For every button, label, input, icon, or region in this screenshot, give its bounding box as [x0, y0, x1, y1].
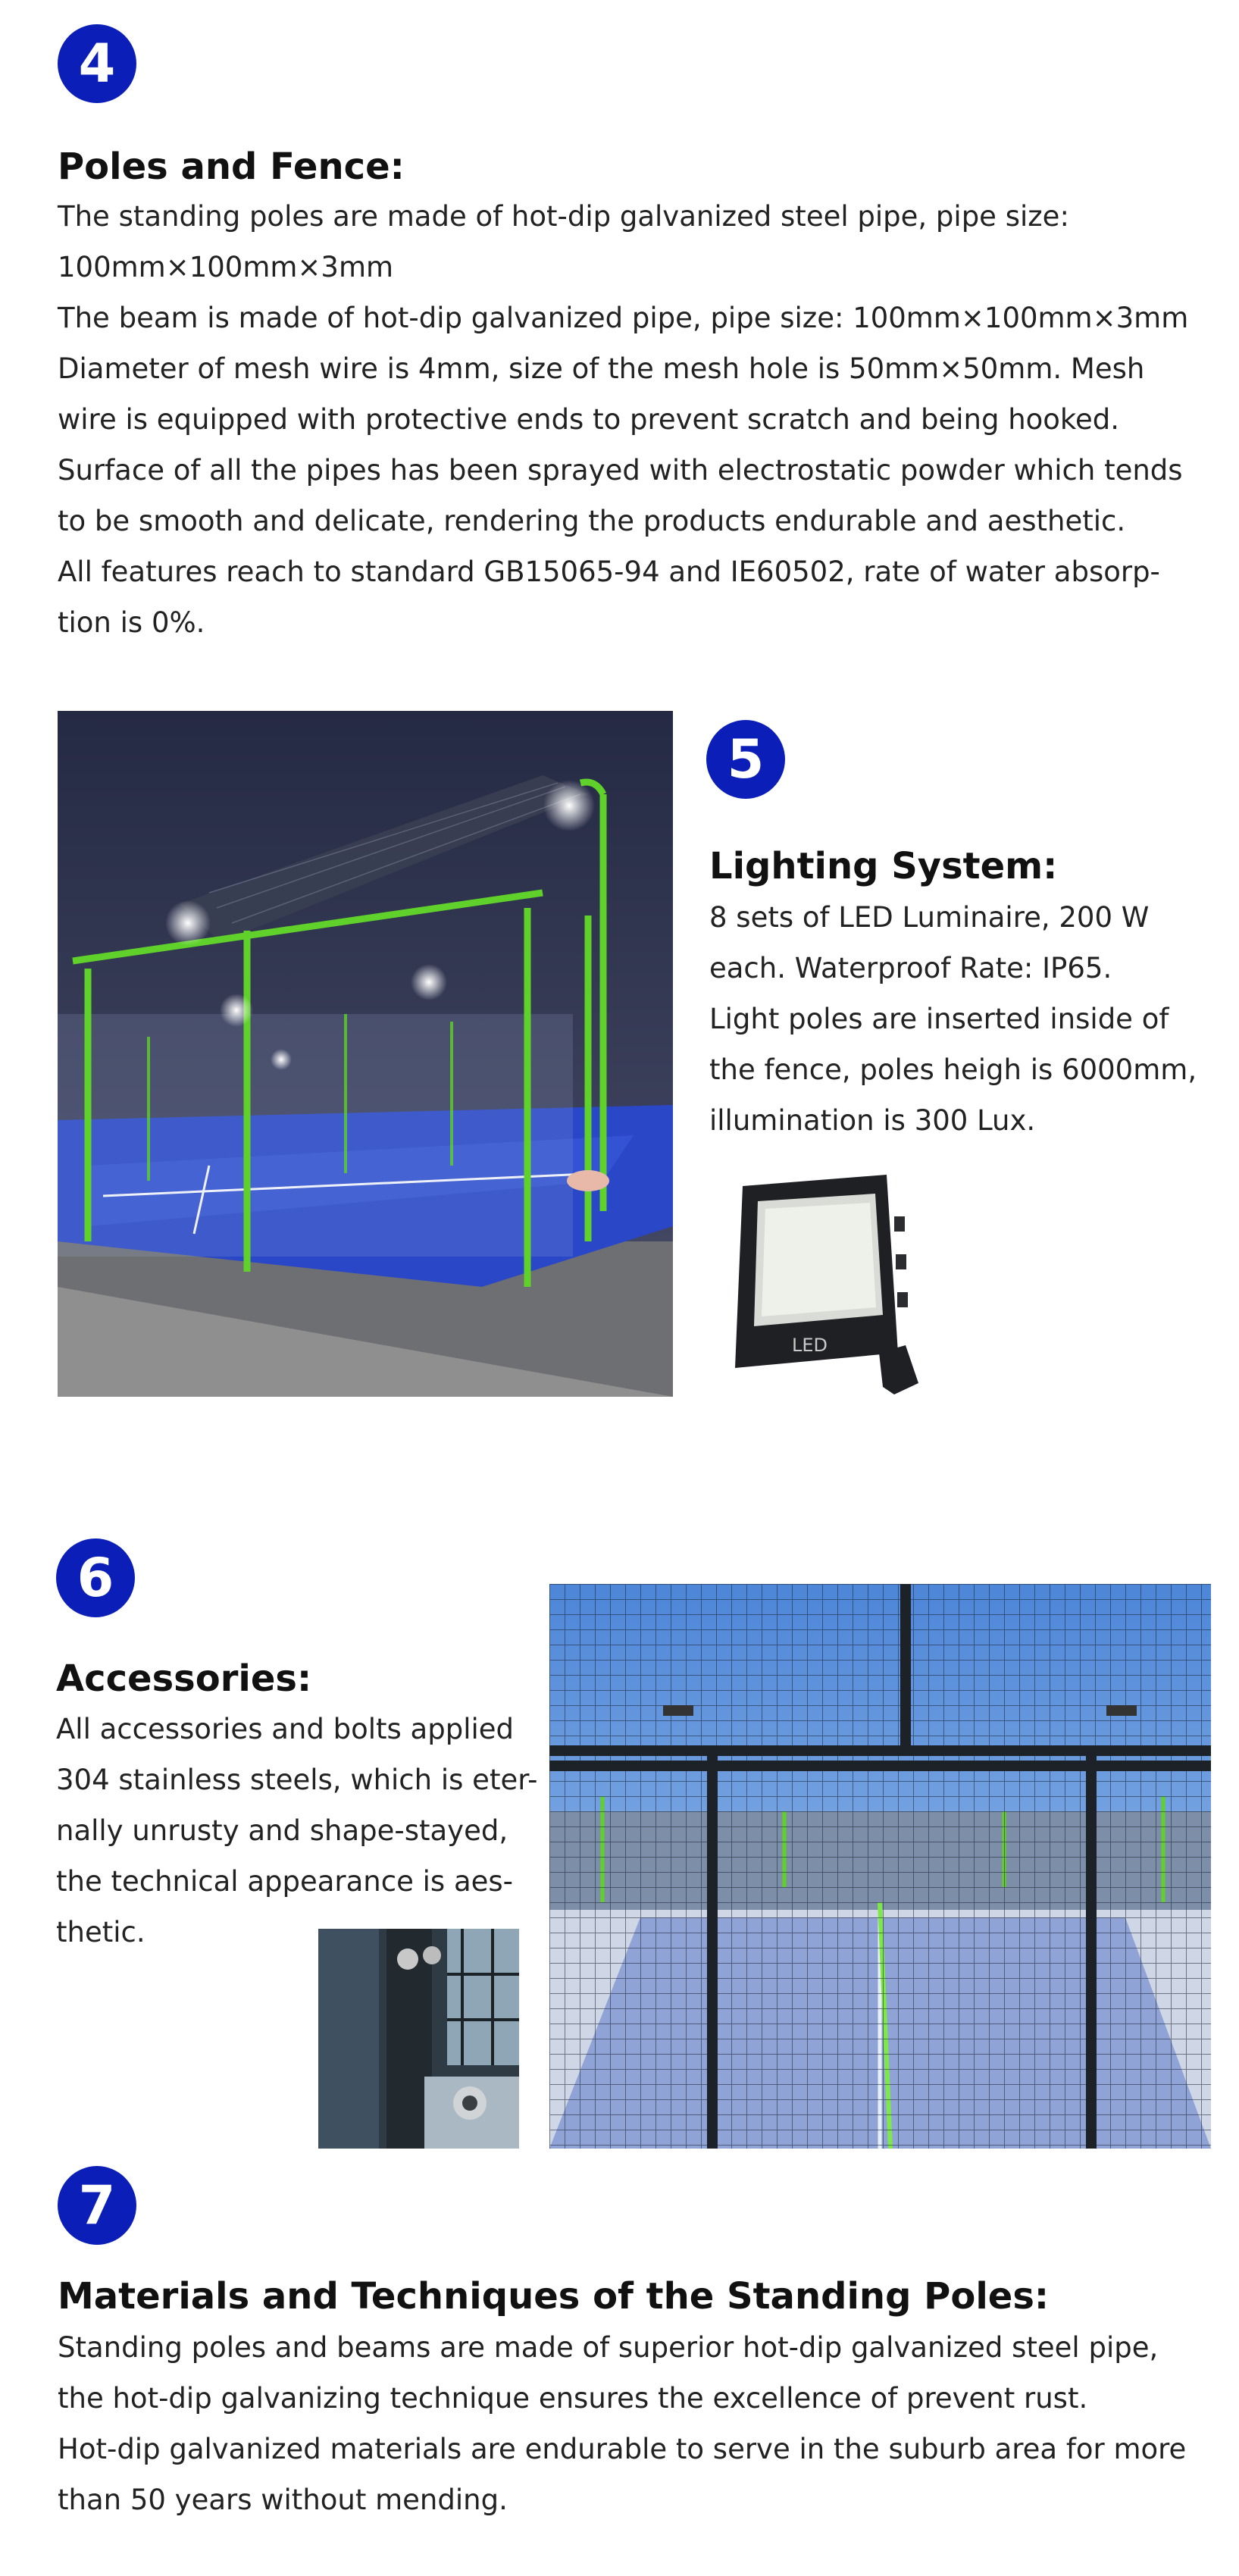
body-line: 100mm×100mm×3mm — [58, 251, 394, 283]
body-line: The beam is made of hot-dip galvanized pipe, pipe size: 100mm×100mm×3mm — [58, 302, 1189, 334]
body-line: Light poles are inserted inside of — [709, 1003, 1169, 1035]
section-title: Poles and Fence: — [58, 146, 405, 188]
body-line: nally unrusty and shape-stayed, — [56, 1814, 508, 1847]
section-number-badge — [56, 1538, 135, 1617]
body-line: tion is 0%. — [58, 606, 205, 639]
section-title: Lighting System: — [709, 845, 1058, 887]
accessory-bolt-photo — [318, 1929, 519, 2149]
section-body — [56, 1704, 537, 1958]
body-line: to be smooth and delicate, rendering the products endurable and aesthetic. — [58, 505, 1126, 537]
body-line: the technical appearance is aes- — [56, 1865, 514, 1898]
section-number-badge — [58, 2166, 136, 2245]
section-body — [709, 892, 1197, 1146]
body-line: thetic. — [56, 1916, 145, 1948]
court-night-photo — [58, 711, 673, 1397]
body-line: than 50 years without mending. — [58, 2484, 508, 2516]
body-line: 304 stainless steels, which is eter- — [56, 1764, 538, 1796]
section-number: 6 — [77, 1547, 114, 1609]
body-line: 8 sets of LED Luminaire, 200 W — [709, 901, 1150, 934]
body-line: Standing poles and beams are made of superior hot-dip galvanized steel pipe, — [58, 2331, 1159, 2364]
body-line: each. Waterproof Rate: IP65. — [709, 952, 1112, 984]
court-mesh-photo — [549, 1584, 1211, 2149]
body-line: the fence, poles heigh is 6000mm, — [709, 1053, 1197, 1086]
section-body — [58, 191, 1188, 648]
section-title: Accessories: — [56, 1657, 312, 1700]
led-floodlight-image — [720, 1171, 925, 1398]
body-line: All accessories and bolts applied — [56, 1713, 515, 1745]
body-line: All features reach to standard GB15065-94 and IE60502, rate of water absorp- — [58, 556, 1160, 588]
section-number-badge — [706, 720, 785, 799]
section-title: Materials and Techniques of the Standing Poles: — [58, 2275, 1050, 2318]
body-line: Hot-dip galvanized materials are endurable to serve in the suburb area for more — [58, 2433, 1187, 2465]
body-line: Diameter of mesh wire is 4mm, size of the mesh hole is 50mm×50mm. Mesh — [58, 352, 1145, 385]
section-number: 7 — [78, 2174, 116, 2236]
led-label: LED — [792, 1335, 828, 1356]
section-number: 5 — [727, 728, 765, 790]
body-line: the hot-dip galvanizing technique ensures the excellence of prevent rust. — [58, 2382, 1088, 2415]
section-number: 4 — [78, 33, 116, 95]
body-line: Surface of all the pipes has been sprayed with electrostatic powder which tends — [58, 454, 1183, 487]
section-number-badge — [58, 24, 136, 103]
body-line: wire is equipped with protective ends to prevent scratch and being hooked. — [58, 403, 1120, 436]
body-line: illumination is 300 Lux. — [709, 1104, 1036, 1137]
body-line: The standing poles are made of hot-dip galvanized steel pipe, pipe size: — [58, 200, 1069, 233]
section-body — [58, 2322, 1186, 2525]
